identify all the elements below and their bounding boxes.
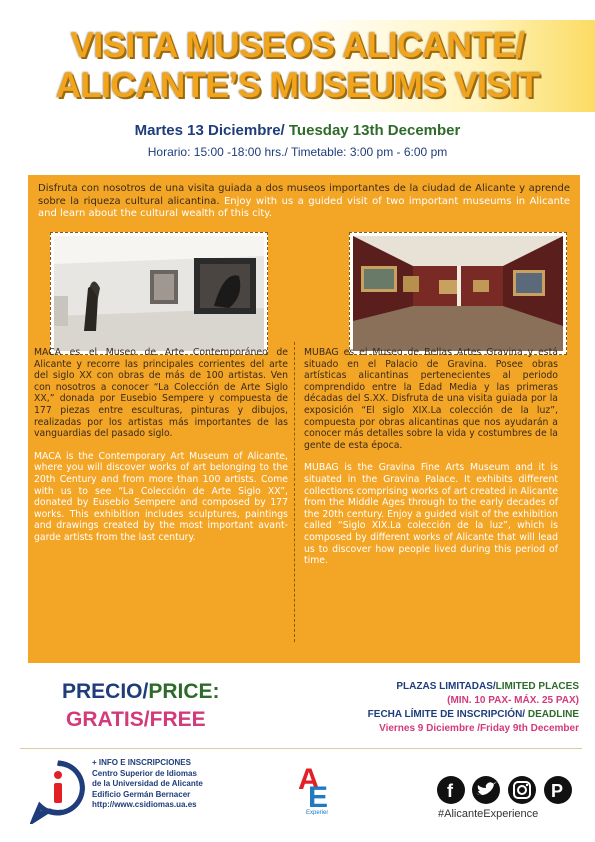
- mubag-column: [304, 347, 558, 578]
- price-label: [62, 680, 220, 704]
- social-icons: [436, 775, 576, 809]
- alicante-experience-logo: [296, 755, 328, 815]
- svg-text:E: E: [308, 781, 328, 814]
- mubag-photo: [349, 232, 567, 355]
- event-date: [0, 122, 595, 139]
- places-range: (MIN. 10 PAX- MÁX. 25 PAX): [447, 695, 579, 706]
- price-label-spanish: PRECIO/: [62, 680, 149, 703]
- hashtag: #AlicanteExperience: [438, 808, 539, 820]
- info-icon: [30, 760, 86, 828]
- svg-text:Experience: Experie: [306, 810, 327, 815]
- contact-heading: + INFO E INSCRIPCIONES: [92, 758, 191, 767]
- maca-gallery-image: [54, 236, 264, 351]
- contact-info: [92, 758, 203, 811]
- deadline-label-spanish: FECHA LÍMITE DE INSCRIPCIÓN/: [367, 709, 528, 720]
- intro-text: [38, 183, 570, 221]
- contact-line-2: de la Universidad de Alicante: [92, 779, 203, 788]
- maca-photo: [50, 232, 268, 355]
- twitter-icon[interactable]: [472, 776, 500, 804]
- svg-text:f: f: [447, 781, 453, 801]
- content-panel: [28, 175, 580, 663]
- places-label-spanish: PLAZAS LIMITADAS/: [396, 681, 496, 692]
- price-value: GRATIS/FREE: [66, 708, 206, 731]
- title-line-1: VISITA MUSEOS ALICANTE/: [70, 26, 525, 65]
- intro-spanish: Disfruta con nosotros de una visita guiada a dos museos importantes de la ciudad de Alicante y aprende sobre la riqueza cultural alicantina.: [38, 183, 570, 207]
- title-line-2: ALICANTE’S MUSEUMS VISIT: [55, 66, 540, 105]
- contact-url[interactable]: http://www.csidiomas.ua.es: [92, 800, 197, 809]
- footer-divider: [20, 748, 582, 749]
- maca-spanish: MACA es el Museo de Arte Contemporáneo de Alicante y recorre las principales corrientes del arte del siglo XX con obras de más de 100 artistas. Ven con nosotros a conocer “La Colección de Arte Siglo XX,” donada por Eusebio Sempere y compuesta de 177 piezas entre esculturas, pinturas y dibujos, realizadas por los artistas más importantes de las vanguardias del pasado siglo.: [34, 347, 288, 440]
- instagram-icon[interactable]: [508, 776, 536, 804]
- facebook-icon[interactable]: [437, 776, 465, 804]
- svg-text:A: A: [298, 763, 320, 796]
- mubag-english: MUBAG is the Gravina Fine Arts Museum and it is situated in the Gravina Palace. It exhibits different collections comprising works of art created in Alicante from the Middle Ages through to the early decades of the 20th century. Enjoy a guided visit of the exhibition called “Siglo XIX.La colección de la luz”, which is composed by different works of Alicante that will lead us to discover how people lived during this period of time.: [304, 462, 558, 567]
- event-time: Horario: 15:00 -18:00 hrs./ Timetable: 3:00 pm - 6:00 pm: [147, 145, 448, 159]
- places-label-english: LIMITED PLACES: [495, 681, 579, 692]
- deadline-label-english: DEADLINE: [527, 709, 579, 720]
- page-title: [0, 26, 595, 106]
- deadline-date: Viernes 9 Diciembre /Friday 9th December: [379, 723, 579, 734]
- column-divider: [294, 342, 295, 642]
- contact-line-3: Edificio Germán Bernacer: [92, 789, 191, 799]
- pinterest-icon[interactable]: [544, 776, 572, 804]
- mubag-spanish: MUBAG es el Museo de Bellas Artes Gravina y está situado en el Palacio de Gravina. Posee obras artísticas alicantinas pertenecientes al periodo comprendido entre la Edad Media y las primeras décadas del S.XX. Disfruta de una visita guiada por la exposición “El siglo XIX.La colección de la luz”, compuesta por obras alicantinas que nos ayudarán a conocer más detalles sobre la vida y costumbres de la gente de esta época.: [304, 347, 558, 451]
- contact-line-1: Centro Superior de Idiomas: [92, 768, 197, 778]
- date-spanish: Martes 13 Diciembre/: [134, 122, 285, 139]
- mubag-gallery-image: [353, 236, 563, 351]
- places-info: [368, 680, 579, 736]
- maca-english: MACA is the Contemporary Art Museum of Alicante, where you will discover works of art belonging to the 20th Century and from more than 100 artists. Come with us to see “La Colección de Arte Siglo XX”, donated by Eusebio Sempere and composed by 177 works. This exhibition includes sculptures, paintings and drawings created by the most important avant-garde artists from the last century.: [34, 450, 288, 543]
- svg-text:P: P: [551, 781, 564, 801]
- maca-column: [34, 347, 288, 555]
- intro-english: Enjoy with us a guided visit of two important museums in Alicante and learn about the cultural wealth of this city.: [38, 195, 571, 220]
- date-english: Tuesday 13th December: [284, 122, 461, 139]
- price-label-english: PRICE:: [148, 680, 220, 703]
